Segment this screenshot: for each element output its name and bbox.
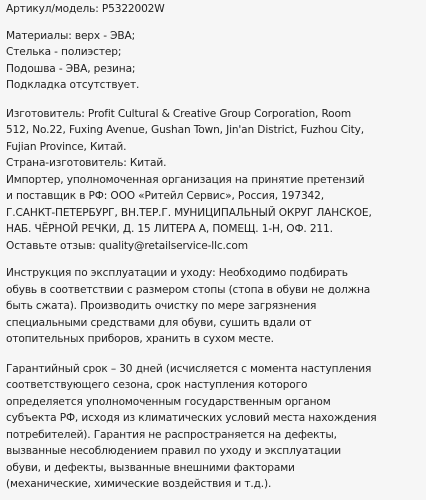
origin-line: Страна-изготовитель: Китай. <box>6 157 167 169</box>
manufacturer-line: 512, No.22, Fuxing Avenue, Gushan Town, Jin'an District, Fuzhou City, <box>6 124 364 136</box>
importer-block <box>6 172 420 238</box>
review-contact <box>6 238 420 255</box>
importer-line: НАБ. ЧЁРНОЙ РЕЧКИ, Д. 15 ЛИТЕРА А, ПОМЕЩ. 1-Н, ОФ. 211. <box>6 223 333 235</box>
manufacturer-line: Изготовитель: Profit Cultural & Creative Group Corporation, Room <box>6 107 352 120</box>
article-model <box>6 0 420 18</box>
importer-line: и поставщик в РФ: ООО «Ритейл Сервис», Россия, 197342, <box>6 190 324 202</box>
care-line: отопительных приборов, хранить в сухом месте. <box>6 333 274 345</box>
warranty-line: Гарантийный срок – 30 дней (исчисляется с момента наступления <box>6 362 372 375</box>
care-line: быть сжата). Производить очистку по мере загрязнения <box>6 300 317 312</box>
materials-line: Подошва - ЭВА, резина; <box>6 62 136 75</box>
warranty-line: (механические, химические воздействия и т.д.). <box>6 478 272 490</box>
materials-line: Стелька - полиэстер; <box>6 46 122 58</box>
care-line: обувь в соответствии с размером стопы (стопа в обуви не должна <box>6 283 371 296</box>
warranty-line: потребителей). Гарантия не распространяется на дефекты, <box>6 428 337 441</box>
warranty-line: соответствующего сезона, срок наступления которого <box>6 379 308 391</box>
care-line: Инструкция по эксплуатации и уходу: Необходимо подбирать <box>6 267 348 279</box>
warranty-line: субъекта РФ, исходя из климатических условий места нахождения <box>6 412 377 424</box>
warranty-block <box>6 361 420 493</box>
warranty-line: вызванные несоблюдением правил по уходу и эксплуатации <box>6 445 342 457</box>
warranty-line: обуви, и дефекты, вызванные внешними факторами <box>6 461 295 474</box>
materials-line: Подкладка отсутствует. <box>6 79 140 91</box>
manufacturer-block <box>6 106 420 156</box>
review-line: Оставьте отзыв: quality@retailservice-llc.com <box>6 239 248 252</box>
care-line: специальными средствами для обуви, сушить вдали от <box>6 316 312 329</box>
article-model-line: Артикул/модель: P5322002W <box>6 3 165 15</box>
manufacturer-line: Fujian Province, Китай. <box>6 140 127 153</box>
warranty-line: определяется уполномоченным государственным органом <box>6 395 331 408</box>
materials-line: Материалы: верх - ЭВА; <box>6 29 135 42</box>
importer-line: Импортер, уполномоченная организация на принятие претензий <box>6 173 365 186</box>
origin-country <box>6 155 420 172</box>
importer-line: Г.САНКТ-ПЕТЕРБУРГ, ВН.ТЕР.Г. МУНИЦИПАЛЬНЫЙ ОКРУГ ЛАНСКОЕ, <box>6 206 372 219</box>
materials-block <box>6 28 420 94</box>
care-instructions-block <box>6 265 420 348</box>
